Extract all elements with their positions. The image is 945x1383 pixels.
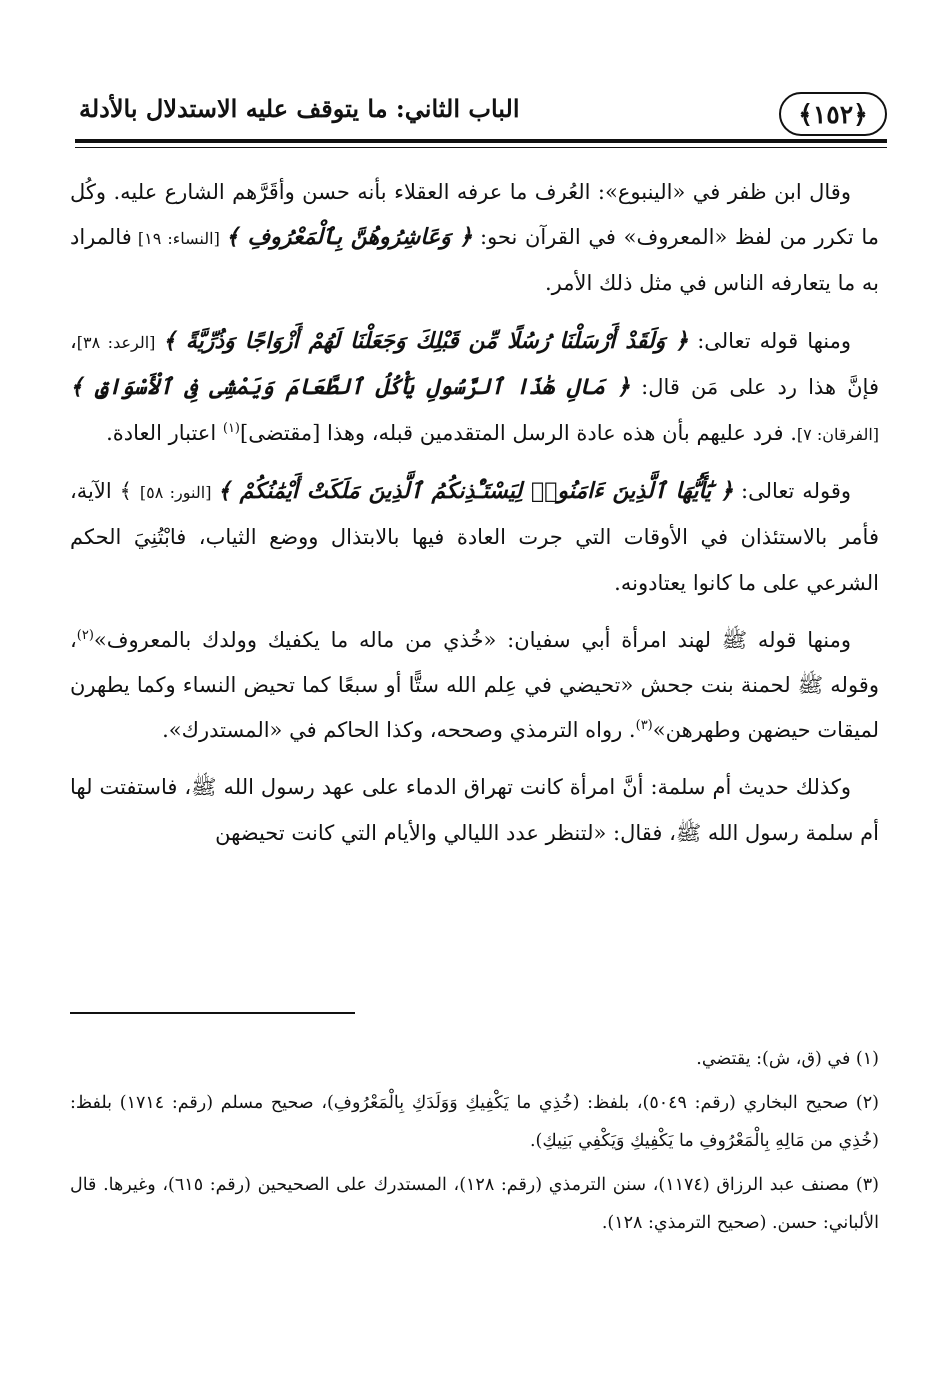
footnote-1: (١) في (ق، ش): يقتضي. [696,1049,879,1069]
footnote-separator [70,1012,355,1014]
footnote-3: (٣) مصنف عبد الرزاق (١١٧٤)، سنن الترمذي (رقم: ١٢٨)، المستدرك على الصحيحين (رقم: ٦١٥)، وغيرها. قال الألباني: حسن. (صحيح الترمذي: ١٢٨). [70,1175,879,1233]
text-span: وقوله تعالى: [733,479,851,504]
main-text [70,170,879,868]
verse-reference: [الرعد: ٣٨] [76,332,163,352]
text-span: ، فإنَّ هذا رد على مَن قال: [70,328,879,399]
header-rule-thin [75,147,887,148]
chapter-title: الباب الثاني: ما يتوقف عليه الاستدلال بالأدلة [79,94,520,123]
footnote-2: (٢) صحيح البخاري (رقم: ٥٠٤٩)، بلفظ: (خُذِي ما يَكْفِيكِ وَوَلَدَكِ بِالْمَعْرُوفِ)، صحيح مسلم (رقم: ١٧١٤) بلفظ: (خُذِي من مَالِهِ بِالْمَعْرُوفِ ما يَكْفِيكِ وَيَكْفِي بَنِيكِ). [70,1093,879,1151]
paragraph-messengers [70,319,879,458]
text-span: ومنها قوله تعالى: [688,328,851,353]
text-span: ومنها قوله ﷺ لهند امرأة أبي سفيان: «خُذي من ماله ما يكفيك وولدك بالمعروف» [93,627,851,652]
page-number: ﴿١٥٢﴾ [779,92,887,136]
verse-reference: [الفرقان: ٧] [796,425,879,445]
quran-verse: ﴿ يَٰٓأَيُّهَا ٱلَّذِينَ ءَامَنُوا۟ لِيَسْتَـْٔذِنكُمُ ٱلَّذِينَ مَلَكَتْ أَيْمَٰنُكُمْ ﴾ [217,478,734,505]
text-span: . رواه الترمذي وصححه، وكذا الحاكم في «المستدرك». [162,718,636,743]
verse-reference: [النساء: ١٩] [131,229,226,249]
quran-verse: ﴿ مَالِ هَٰذَا ٱلرَّسُولِ يَأْكُلُ ٱلطَّعَامَ وَيَمْشِى فِى ٱلْأَسْوَاقِ ﴾ [70,373,631,400]
quran-verse: ﴿ وَلَقَدْ أَرْسَلْنَا رُسُلًا مِّن قَبْلِكَ وَجَعَلْنَا لَهُمْ أَزْوَاجًا وَذُرِّيَّةً ﴾ [162,327,689,354]
header-rule-thick [75,139,887,143]
text-span: . فرد عليهم بأن هذه عادة الرسل المتقدمين قبله، وهذا [مقتضى] [240,421,797,446]
footnote-marker[interactable]: (٢) [76,627,94,643]
footnote-marker[interactable]: (٣) [635,718,653,734]
text-span: وقال ابن ظفر في «الينبوع»: العُرف ما عرفه العقلاء بأنه حسن وأقَرَّهم الشارع عليه. وكُل ما تكرر من لفظ «المعروف» في القرآن نحو: [70,180,880,250]
text-span: وكذلك حديث أم سلمة: أنَّ امرأة كانت تهراق الدماء على عهد رسول الله ﷺ، فاستفتت لها أم سلمة رسول الله ﷺ، فقال: «لتنظر عدد الليالي والأيام التي كانت تحيضهن [70,775,879,845]
paragraph-umm-salama [70,765,879,855]
text-span: اعتبار العادة. [106,421,223,446]
paragraph-permission [70,469,879,606]
quran-verse: ﴿ وَعَاشِرُوهُنَّ بِٱلْمَعْرُوفِ ﴾ [225,224,473,251]
page-header [75,88,887,146]
footnote-marker[interactable]: (١) [222,421,240,437]
verse-reference: [النور: ٥٨] [139,483,218,503]
text-span: فالمراد به ما يتعارفه الناس في مثل ذلك الأمر. [70,225,879,296]
text-span: ، وقوله ﷺ لحمنة بنت جحش «تحيضي في عِلم الله ستًّا أو سبعًا كما تحيض النساء وكما يطهرن لميقات حيضهن وطهرهن» [70,627,879,743]
footnotes [70,1040,879,1242]
paragraph-urf-definition [70,170,879,307]
paragraph-hadith-hind [70,618,879,754]
text-span: ﴾ الآية، فأمر بالاستئذان في الأوقات التي جرت العادة فيها بالابتذال ووضع الثياب، فابْتُنِيَ الحكم الشرعي على ما كانوا يعتادونه. [70,479,879,595]
